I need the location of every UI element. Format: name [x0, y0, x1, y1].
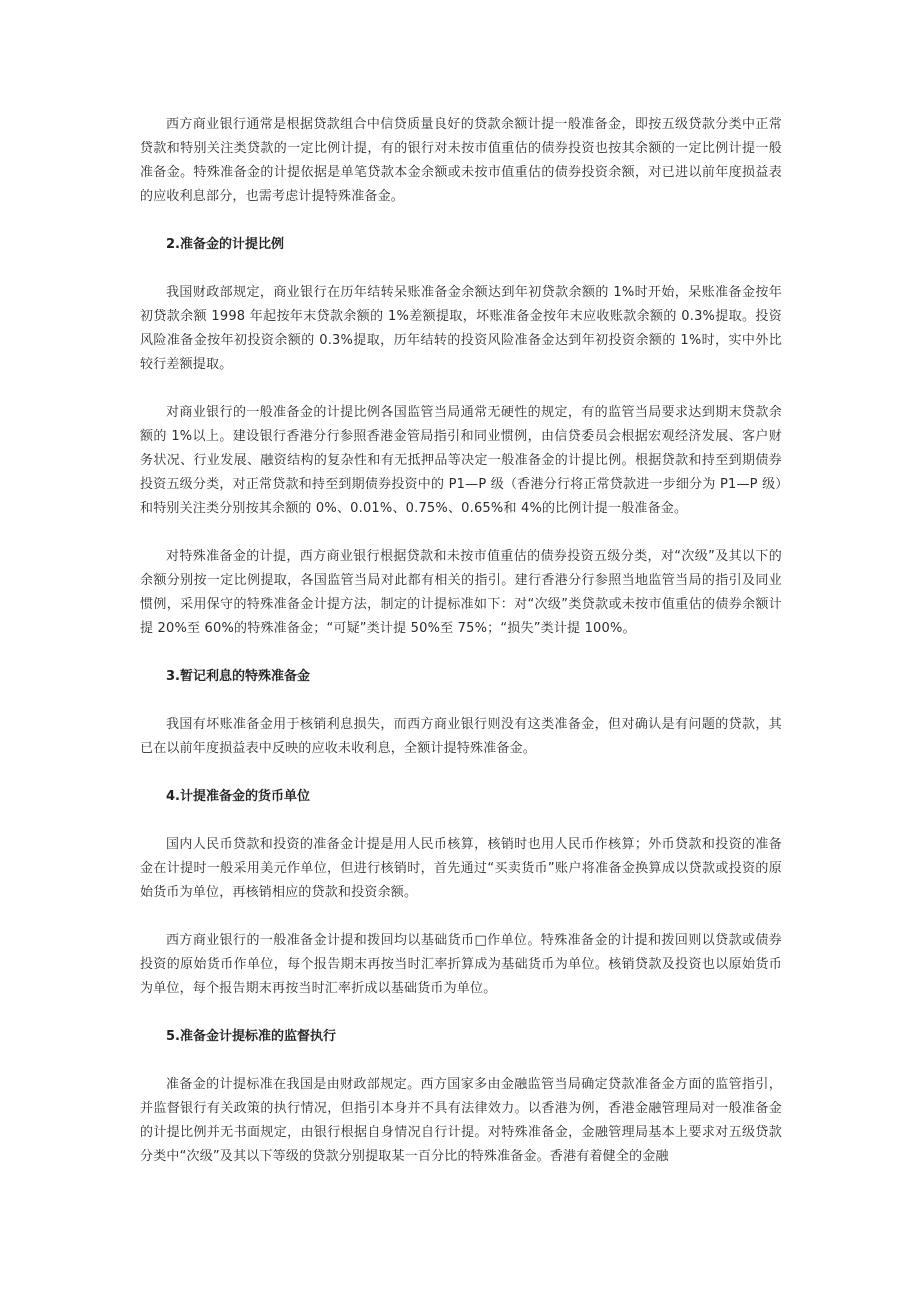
section-heading-3: 3.暂记利息的特殊准备金: [166, 669, 310, 684]
paragraph-mof-rules: 我国财政部规定，商业银行在历年结转呆账准备金余额达到年初贷款余额的 1%时开始，呆账准备金按年初贷款余额 1998 年起按年末贷款余额的 1%差额提取，坏账准备金按年末应收账款余额的 0.3%提取。投资风险准备金按年初投资余额的 0.3%提取，历年结转的投资风险准备金达到年初投资余额的 1%时，实中外比较行差额提取。: [140, 285, 782, 372]
section-heading-2: 2.准备金的计提比例: [166, 237, 284, 252]
paragraph-currency-domestic: 国内人民币贷款和投资的准备金计提是用人民币核算，核销时也用人民币作核算；外币贷款和投资的准备金在计提时一般采用美元作单位，但进行核销时，首先通过“买卖货币”账户将准备金换算成以贷款或投资的原始货币为单位，再核销相应的贷款和投资余额。: [140, 837, 782, 900]
paragraph-general-ratio: 对商业银行的一般准备金的计提比例各国监管当局通常无硬性的规定，有的监管当局要求达到期末贷款余额的 1%以上。建设银行香港分行参照香港金管局指引和同业惯例，由信贷委员会根据宏观经济发展、客户财务状况、行业发展、融资结构的复杂性和有无抵押品等决定一般准备金的计提比例。根据贷款和持至到期债券投资五级分类，对正常贷款和持至到期债券投资中的 P1—P 级（香港分行将正常贷款进一步细分为 P1—P 级）和特别关注类分别按其余额的 0%、0.01%、0.75%、0.65%和 4%的比例计提一般准备金。: [140, 405, 782, 516]
section-heading-5: 5.准备金计提标准的监督执行: [166, 1029, 336, 1044]
section-heading-4: 4.计提准备金的货币单位: [166, 789, 310, 804]
paragraph-special-ratio: 对特殊准备金的计提，西方商业银行根据贷款和未按市值重估的债券投资五级分类，对“次级”及其以下的余额分别按一定比例提取，各国监管当局对此都有相关的指引。建行香港分行参照当地监管当局的指引及同业惯例，采用保守的特殊准备金计提方法，制定的计提标准如下：对“次级”类贷款或未按市值重估的债券余额计提 20%至 60%的特殊准备金；“可疑”类计提 50%至 75%；“损失”类计提 100%。: [140, 549, 782, 636]
paragraph-supervision: 准备金的计提标准在我国是由财政部规定。西方国家多由金融监管当局确定贷款准备金方面的监管指引，并监督银行有关政策的执行情况，但指引本身并不具有法律效力。以香港为例，香港金融管理局对一般准备金的计提比例并无书面规定，由银行根据自身情况自行计提。对特殊准备金，金融管理局基本上要求对五级贷款分类中“次级”及其以下等级的贷款分别提取某一百分比的特殊准备金。香港有着健全的金融: [140, 1077, 782, 1164]
paragraph-interest-reserve: 我国有坏账准备金用于核销利息损失，而西方商业银行则没有这类准备金，但对确认是有问题的贷款，其已在以前年度损益表中反映的应收未收利息，全额计提特殊准备金。: [140, 717, 782, 756]
document-body: [140, 113, 782, 1169]
paragraph-currency-western: 西方商业银行的一般准备金计提和拨回均以基础货币□作单位。特殊准备金的计提和拨回则以贷款或债券投资的原始货币作单位，每个报告期末再按当时汇率折算成为基础货币为单位。核销贷款及投资也以原始货币为单位，每个报告期末再按当时汇率折成以基础货币为单位。: [140, 933, 782, 996]
paragraph-general-reserve: 西方商业银行通常是根据贷款组合中信贷质量良好的贷款余额计提一般准备金，即按五级贷款分类中正常贷款和特别关注类贷款的一定比例计提，有的银行对未按市值重估的债券投资也按其余额的一定比例计提一般准备金。特殊准备金的计提依据是单笔贷款本金余额或未按市值重估的债券投资余额，对已进以前年度损益表的应收利息部分，也需考虑计提特殊准备金。: [140, 117, 782, 204]
